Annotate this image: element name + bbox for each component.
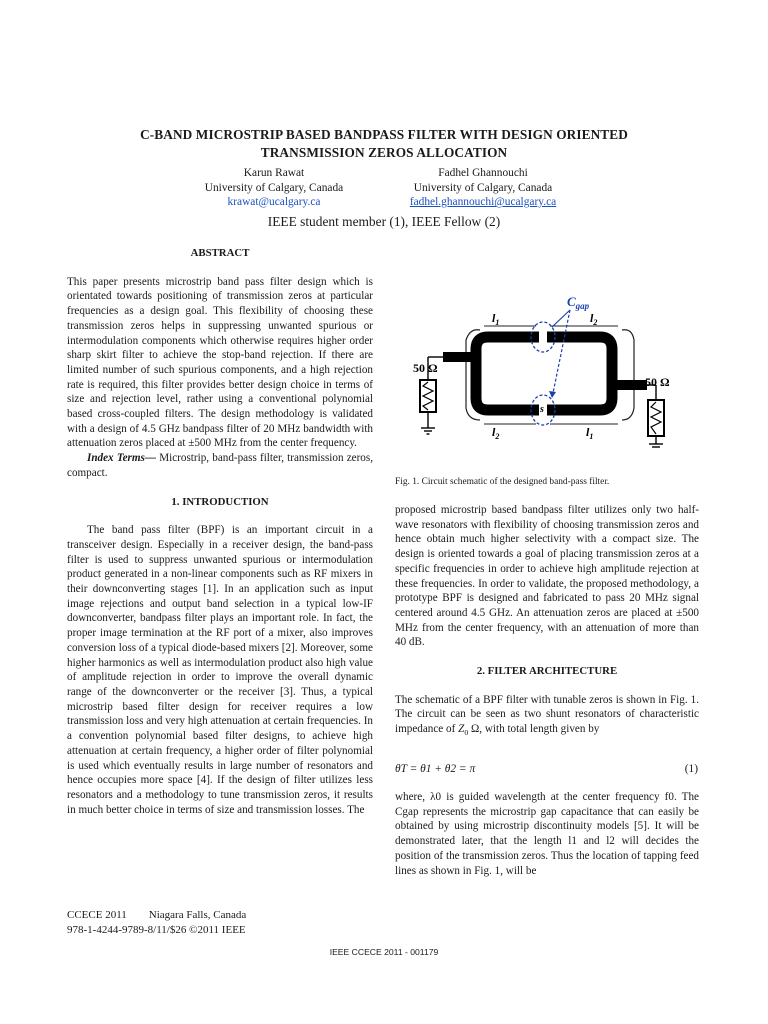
- abstract-heading: ABSTRACT: [190, 247, 250, 259]
- resonator-right: [547, 337, 612, 410]
- author-1: [200, 166, 348, 210]
- index-terms-label: Index Terms—: [87, 452, 157, 465]
- label-l1-top: $l_1$: [492, 311, 500, 327]
- footer-page-id: IEEE CCECE 2011 - 001179: [329, 947, 439, 957]
- footer-conference: [67, 908, 246, 937]
- right-para-2-a: The schematic of a BPF filter with tunable zeros is shown in Fig. 1. The circuit can be seen as two shunt resonators of characteristic impedance of: [395, 693, 699, 736]
- figure-1-schematic: [400, 290, 700, 450]
- author-2-name: Fadhel Ghannouchi: [438, 167, 528, 179]
- cgap-pointer-top: [552, 310, 570, 327]
- label-port-right: 50 Ω: [645, 375, 670, 389]
- equation-1: [395, 763, 698, 781]
- label-l2-top: $l_2$: [590, 311, 598, 327]
- abstract-text: This paper presents microstrip band pass filter design which is orientated towards positioning of transmission zeros at particular frequencies as a design goal. This flexibility of choosing these transmission zeros helps in suppressing unwanted spurious or intermodulation components which otherwise requires higher order sharp skirt filter to achieve the stop-band rejection. If there are limited number of such spurious components, and a high rejection rate is required, this filter provides better design choice in terms of size and rejection level, rather using a conventional polynomial based cross-coupled filters. The design methodology is validated with a design of 4.5 GHz bandpass filter of 20 MHz bandwidth with attenuation zeros placed at ±500 MHz from the center frequency.: [67, 275, 373, 450]
- right-column-bottom: [395, 790, 699, 878]
- filter-architecture-heading: 2. FILTER ARCHITECTURE: [476, 665, 618, 678]
- impedance-symbol: Z: [458, 723, 465, 736]
- right-column-top: [395, 503, 699, 737]
- label-s: s: [540, 404, 544, 415]
- intro-text: The band pass filter (BPF) is an important circuit in a transceiver design. Especially in a receiver design, the band-pass filter is used to suppress unwanted spurious or intermodulation product generated in a non-linear components such as RF mixers in their downconverting stages [1]. In an application such as input image rejections and output band selection in a typical low-IF downconverter, bandpass filter plays an important role. In fact, the proper image termination at the RF port of a mixer, also improves conversion loss of a typical diode-based mixers [2]. Moreover, some higher harmonics as well as intermodulation product also high value of amplitude rejection in order to improve the overall dynamic range of the downconverter or the receiver [3]. Thus, a typical microstrip based filter design for receiver requires a low transmission loss and very high attenuation at certain frequencies. In a convention polynomial based filter designs, to achieve high attenuation at certain frequency, a higher order of filter polynomial is used which eventually results in large number of resonators and hence occupies more space [4]. If the design of filter utilizes less resonators and a methodology to tune transmission zeros, it results in much better choice in terms of size and transmission losses. The: [67, 524, 373, 816]
- author-1-email[interactable]: krawat@ucalgary.ca: [227, 196, 321, 209]
- cgap-pointer-bottom: [552, 310, 570, 398]
- feed-line-left: [443, 352, 477, 362]
- equation-number: (1): [684, 763, 698, 775]
- right-para-2: [395, 693, 699, 737]
- footer-isbn: 978-1-4244-9789-8/11/$26 ©2011 IEEE: [67, 923, 246, 936]
- title-line-1: C-BAND MICROSTRIP BASED BANDPASS FILTER WITH DESIGN ORIENTED: [140, 127, 628, 142]
- right-para-1: proposed microstrip based bandpass filter utilizes only two half-wave resonators with flexibility of choosing transmission zeros and hence obtain much higher selectivity with a compact size. The design is oriented towards a goal of placing transmission zeros at a specific frequencies in order to achieve high amplitude rejection at these frequencies. In order to validate, the proposed methodology, a prototype BPF is designed and fabricated to pass 20 MHz signal centered around 4.5 GHz. An attenuation zeros are placed at ±500 MHz from the center frequency, with an attenuation of more than 40 dB.: [395, 504, 699, 649]
- index-terms-text: Microstrip, band-pass filter, transmission zeros, compact.: [67, 452, 373, 479]
- left-column: [67, 246, 373, 817]
- resonator-left: [476, 337, 539, 410]
- author-2: [388, 166, 578, 210]
- length-bracket-right: [622, 330, 634, 420]
- port-right-resistor: [648, 400, 664, 436]
- label-l2-bottom: $l_2$: [492, 425, 500, 441]
- figure-1-caption: Fig. 1. Circuit schematic of the designed band-pass filter.: [395, 477, 610, 487]
- index-terms: [67, 451, 373, 480]
- author-2-email[interactable]: fadhel.ghannouchi@ucalgary.ca: [409, 196, 557, 209]
- feed-line-right: [611, 380, 647, 390]
- author-1-name: Karun Rawat: [243, 167, 305, 179]
- intro-heading: 1. INTRODUCTION: [171, 495, 269, 508]
- ieee-membership: IEEE student member (1), IEEE Fellow (2): [267, 214, 501, 229]
- paper-title: [60, 126, 708, 162]
- equation-text: θT = θ1 + θ2 = π: [395, 763, 476, 775]
- impedance-subscript: 0: [464, 728, 469, 738]
- label-port-left: 50 Ω: [413, 361, 438, 375]
- author-1-affiliation: University of Calgary, Canada: [204, 181, 344, 194]
- footer-conference-name: CCECE 2011: [67, 909, 127, 921]
- title-line-2: TRANSMISSION ZEROS ALLOCATION: [260, 145, 508, 160]
- cgap-label: $C_{gap}$: [567, 294, 590, 311]
- cgap-arrowhead: [549, 391, 556, 398]
- label-l1-bottom: $l_1$: [586, 425, 594, 441]
- right-para-2-b: Ω, with total length given by: [468, 723, 600, 736]
- footer-location: Niagara Falls, Canada: [148, 909, 247, 921]
- right-para-3: where, λ0 is guided wavelength at the center frequency f0. The Cgap represents the microstrip gap capacitance that can easily be obtained by using microstrip discontinuity models [5]. It will be demonstrated later, that the length l1 and l2 will decides the position of the transmission zeros. Thus the location of tapping feed lines as shown in Fig. 1, will be: [395, 791, 699, 877]
- author-2-affiliation: University of Calgary, Canada: [413, 181, 553, 194]
